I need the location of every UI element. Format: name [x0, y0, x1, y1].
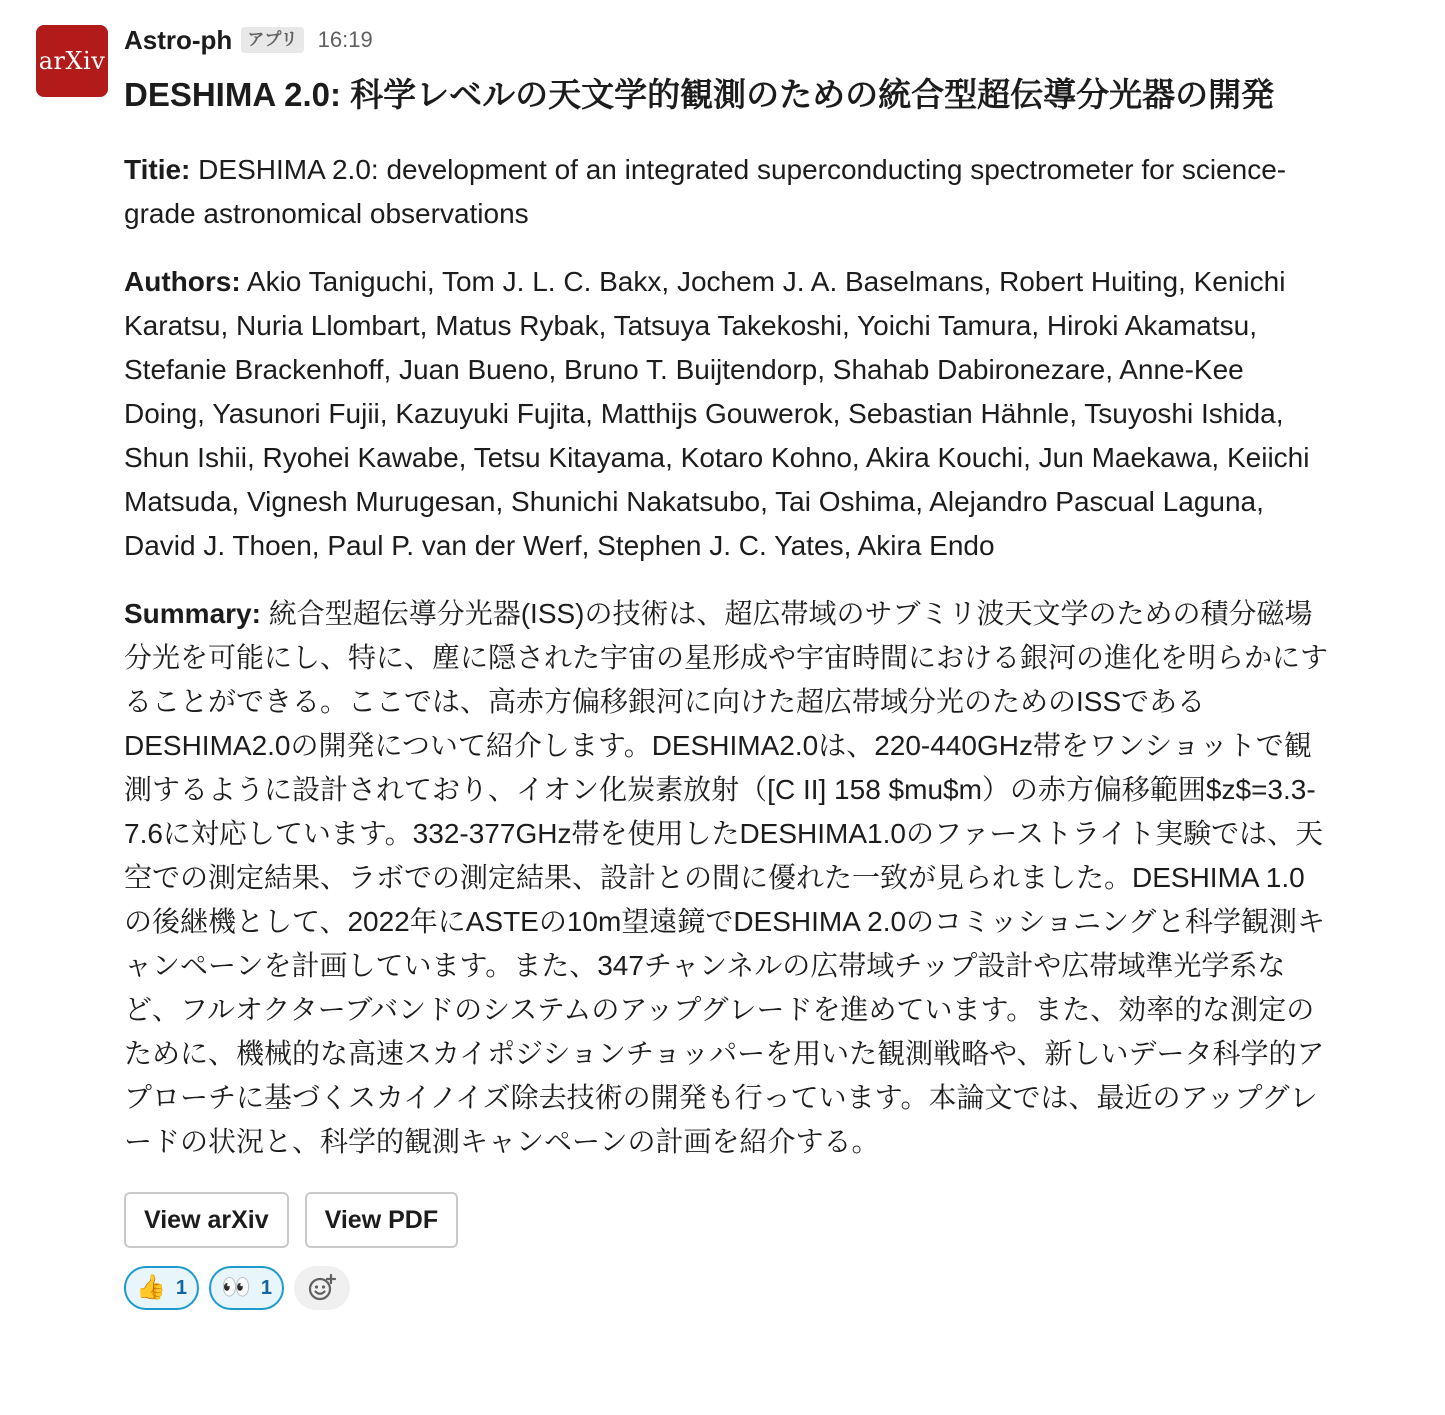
reaction-count: 1	[175, 1276, 188, 1299]
thumbs-up-icon: 👍	[136, 1274, 166, 1301]
eyes-icon: 👀	[221, 1274, 251, 1301]
message	[124, 22, 1329, 1310]
reaction-count: 1	[260, 1276, 273, 1299]
summary-label: Summary:	[124, 598, 261, 629]
authors-label: Authors:	[124, 266, 241, 297]
authors-text: Akio Taniguchi, Tom J. L. C. Bakx, Jochem J. A. Baselmans, Robert Huiting, Kenichi Karatsu, Nuria Llombart, Matus Rybak, Tatsuya Takekoshi, Yoichi Tamura, Hiroki Akamatsu, Stefanie Brackenhoff, Juan Bueno, Bruno T. Buijtendorp, Shahab Dabironezare, Anne-Kee Doing, Yasunori Fujii, Kazuyuki Fujita, Matthijs Gouwerok, Sebastian Hähnle, Tsuyoshi Ishida, Shun Ishii, Ryohei Kawabe, Tetsu Kitayama, Kotaro Kohno, Akira Kouchi, Jun Maekawa, Keiichi Matsuda, Vignesh Murugesan, Shunichi Nakatsubo, Tai Oshima, Alejandro Pascual Laguna, David J. Thoen, Paul P. van der Werf, Stephen J. C. Yates, Akira Endo	[124, 266, 1310, 561]
view-arxiv-button[interactable]: View arXiv	[124, 1192, 289, 1248]
summary-text: 統合型超伝導分光器(ISS)の技術は、超広帯域のサブミリ波天文学のための積分磁場分光を可能にし、特に、塵に隠された宇宙の星形成や宇宙時間における銀河の進化を明らかにすることができる。ここでは、高赤方偏移銀河に向けた超広帯域分光のためのISSであるDESHIMA2.0の開発について紹介します。DESHIMA2.0は、220-440GHz帯をワンショットで観測するように設計されており、イオン化炭素放射（[C II] 158 $mu$m）の赤方偏移範囲$z$=3.3-7.6に対応しています。332-377GHz帯を使用したDESHIMA1.0のファーストライト実験では、天空での測定結果、ラボでの測定結果、設計との間に優れた一致が見られました。DESHIMA 1.0の後継機として、2022年にASTEの10m望遠鏡でDESHIMA 2.0のコミッショニングと科学観測キャンペーンを計画しています。また、347チャンネルの広帯域チップ設計や広帯域準光学系など、フルオクターブバンドのシステムのアップグレードを進めています。また、効率的な測定のために、機械的な高速スカイポジションチョッパーを用いた観測戦略や、新しいデータ科学的アプローチに基づくスカイノイズ除去技術の開発も行っています。本論文では、最近のアップグレードの状況と、科学的観測キャンペーンの計画を紹介する。	[124, 598, 1329, 1157]
add-reaction-button[interactable]	[294, 1266, 350, 1310]
sender-name[interactable]: Astro-ph	[124, 24, 233, 55]
action-buttons	[124, 1192, 1329, 1248]
timestamp[interactable]: 16:19	[317, 27, 373, 52]
message-header	[124, 22, 1329, 58]
view-pdf-button[interactable]: View PDF	[305, 1192, 458, 1248]
authors-section	[124, 260, 1329, 568]
message-title: DESHIMA 2.0: 科学レベルの天文学的観測のための統合型超伝導分光器の開発	[124, 76, 1275, 113]
paper-title-label: Titie:	[124, 154, 191, 185]
reactions-bar	[124, 1266, 1329, 1310]
summary-section	[124, 592, 1329, 1164]
avatar-logo-text: arXiv	[38, 47, 106, 75]
add-emoji-icon	[307, 1273, 337, 1303]
reaction-thumbs-up[interactable]	[124, 1266, 199, 1310]
paper-title-section	[124, 148, 1329, 236]
paper-title-text: DESHIMA 2.0: development of an integrated superconducting spectrometer for science-grade astronomical observations	[124, 154, 1287, 229]
reaction-eyes[interactable]	[209, 1266, 284, 1310]
app-badge: アプリ	[241, 27, 303, 53]
avatar[interactable]	[36, 25, 108, 97]
